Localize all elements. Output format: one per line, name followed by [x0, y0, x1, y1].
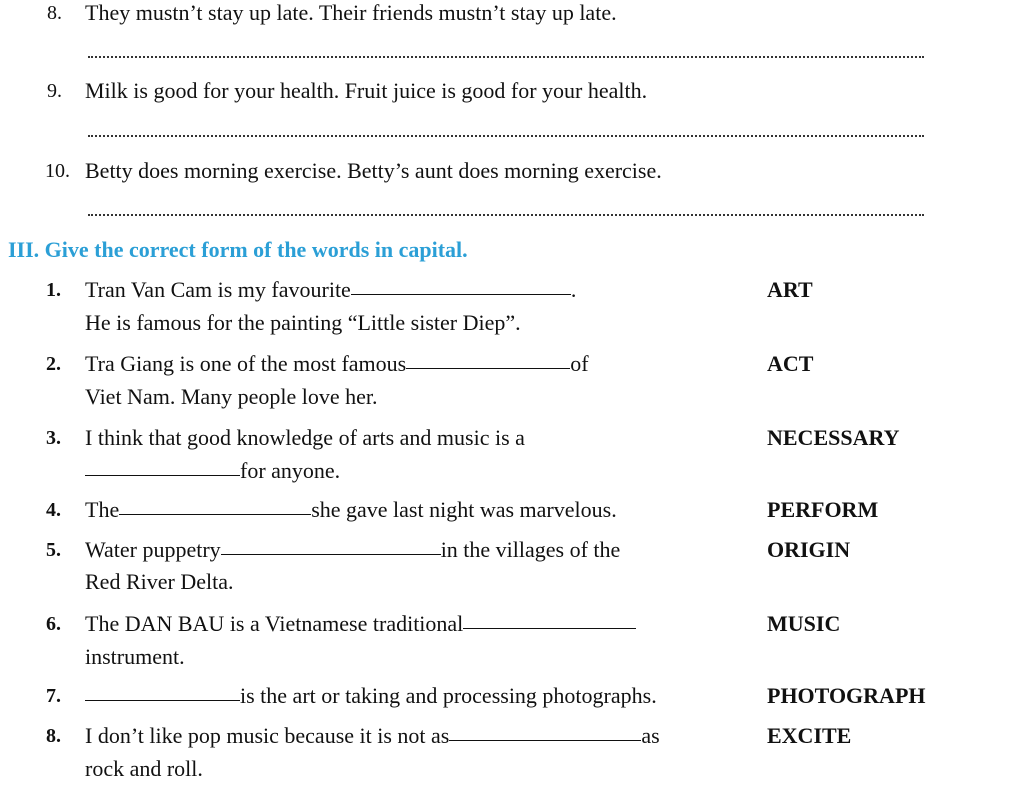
question-line — [85, 458, 340, 484]
question-continuation: rock and roll. — [85, 756, 203, 781]
question-continuation: He is famous for the painting “Little sister Diep”. — [85, 310, 521, 335]
keyword: ART — [767, 277, 813, 302]
answer-dotted-line[interactable] — [88, 214, 924, 216]
question-text: in the villages of the — [440, 537, 621, 562]
sentence-text: They mustn’t stay up late. Their friends mustn’t stay up late. — [85, 0, 617, 25]
section-heading: III. Give the correct form of the words in capital. — [8, 237, 468, 262]
question-line — [85, 497, 617, 523]
answer-blank[interactable] — [449, 739, 641, 741]
question-text: is the art or taking and processing photographs. — [240, 683, 657, 708]
question-line — [85, 723, 660, 749]
item-number: 4. — [46, 499, 61, 521]
question-line — [85, 611, 636, 637]
answer-blank[interactable] — [351, 293, 571, 295]
question-continuation: Red River Delta. — [85, 569, 234, 594]
item-number: 8. — [47, 2, 62, 24]
answer-blank[interactable] — [119, 513, 311, 515]
item-number: 1. — [46, 279, 61, 301]
item-number: 3. — [46, 427, 61, 449]
question-line — [85, 277, 576, 303]
item-number: 5. — [46, 539, 61, 561]
sentence-text: Betty does morning exercise. Betty’s aunt does morning exercise. — [85, 158, 662, 183]
item-number: 2. — [46, 353, 61, 375]
question-continuation: instrument. — [85, 644, 185, 669]
question-text: I think that good knowledge of arts and music is a — [85, 425, 525, 450]
answer-blank[interactable] — [85, 699, 240, 701]
keyword: EXCITE — [767, 723, 852, 748]
item-number: 10. — [45, 160, 70, 182]
sentence-text: Milk is good for your health. Fruit juice is good for your health. — [85, 78, 648, 103]
answer-blank[interactable] — [463, 627, 636, 629]
item-number: 6. — [46, 613, 61, 635]
question-text: Tran Van Cam is my favourite — [85, 277, 351, 302]
answer-blank[interactable] — [85, 474, 240, 476]
item-number: 9. — [47, 80, 62, 102]
answer-blank[interactable] — [221, 553, 441, 555]
keyword: PERFORM — [767, 497, 879, 522]
question-text: she gave last night was marvelous. — [311, 497, 617, 522]
item-number: 7. — [46, 685, 61, 707]
question-text: of — [570, 351, 589, 376]
question-text: as — [641, 723, 660, 748]
question-continuation: Viet Nam. Many people love her. — [85, 384, 378, 409]
answer-dotted-line[interactable] — [88, 135, 924, 137]
question-text: I don’t like pop music because it is not as — [85, 723, 450, 748]
item-number: 8. — [46, 725, 61, 747]
question-line — [85, 683, 657, 709]
question-text: The — [85, 497, 120, 522]
keyword: MUSIC — [767, 611, 841, 636]
keyword: NECESSARY — [767, 425, 900, 450]
question-text: for anyone. — [240, 458, 341, 483]
question-text: Tra Giang is one of the most famous — [85, 351, 407, 376]
keyword: ORIGIN — [767, 537, 851, 562]
question-text: . — [570, 277, 577, 302]
keyword: ACT — [767, 351, 814, 376]
question-line — [85, 537, 620, 563]
question-text: The DAN BAU is a Vietnamese traditional — [85, 611, 464, 636]
answer-dotted-line[interactable] — [88, 56, 924, 58]
question-line — [85, 351, 589, 377]
keyword: PHOTOGRAPH — [767, 683, 926, 708]
question-text: Water puppetry — [85, 537, 221, 562]
answer-blank[interactable] — [406, 367, 570, 369]
